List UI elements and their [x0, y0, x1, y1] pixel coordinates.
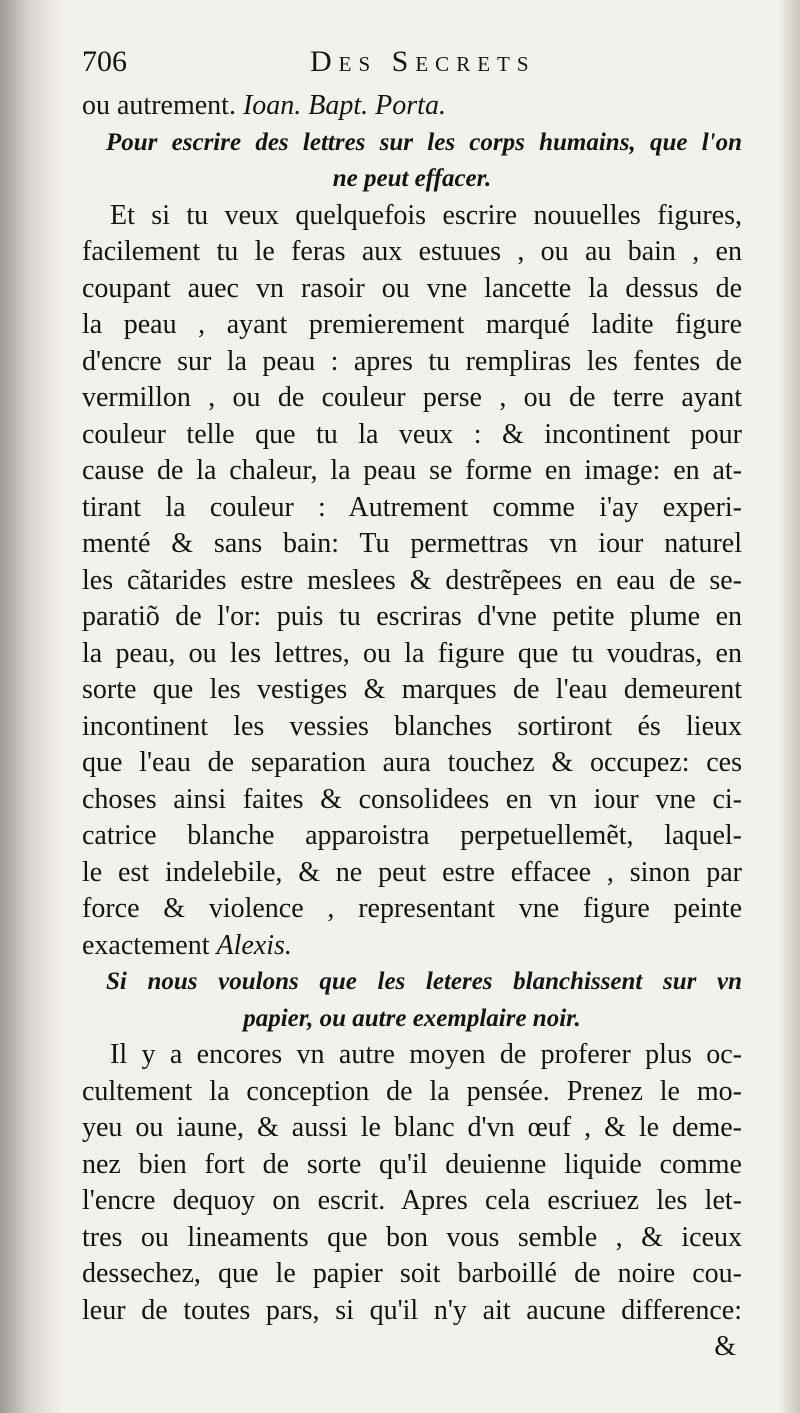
text-line: la peau, ou les lettres, ou la figure que tu voudras, en [82, 637, 742, 669]
running-title: Des Secrets [310, 45, 536, 78]
text-line: le est indelebile, & ne peut estre effacee , sinon par [82, 856, 742, 888]
text-line: choses ainsi faites & consolidees en vn iour vne ci- [82, 783, 742, 815]
text-line: dessechez, que le papier soit barboillé de noire cou- [82, 1258, 742, 1289]
text-line: paratiõ de l'or: puis tu escriras d'vne petite plume en [82, 601, 742, 632]
page-number: 706 [82, 45, 127, 78]
section-heading-line: papier, ou autre exemplaire noir. [243, 1004, 581, 1032]
section-heading-line: Si nous voulons que les leteres blanchissent sur vn [106, 968, 742, 995]
text-line: d'encre sur la peau : apres tu rempliras les fentes de [82, 345, 742, 377]
text-line: les cãtarides estre meslees & destrẽpees en eau de se- [82, 564, 742, 596]
text-line: Il y a encores vn autre moyen de proferer plus oc- [110, 1039, 742, 1070]
running-head [82, 36, 742, 88]
text-line: couleur telle que tu la veux : & incontinent pour [82, 418, 742, 450]
text-line: tirant la couleur : Autrement comme i'ay experi- [82, 491, 742, 523]
text-line: facilement tu le feras aux estuues , ou au bain , en [82, 236, 742, 267]
attribution: Alexis. [216, 929, 292, 961]
text-line: nez bien fort de sorte qu'il deuienne liquide comme [82, 1148, 742, 1180]
section-heading-line: ne peut effacer. [332, 165, 492, 192]
text-line: ou autrement. Ioan. Bapt. Porta. [82, 90, 446, 121]
page-gutter-shadow [0, 0, 64, 1413]
page-lines [82, 88, 742, 1329]
attribution: Ioan. Bapt. Porta. [242, 90, 446, 121]
text-line: catrice blanche apparoistra perpetuellemẽt, laquel- [82, 820, 742, 851]
text-line: exactement Alexis. [82, 929, 292, 961]
text-line: la peau , ayant premierement marqué ladite figure [82, 309, 742, 340]
text-line: que l'eau de separation aura touchez & occupez: ces [82, 747, 742, 778]
text-line: coupant auec vn rasoir ou vne lancette la dessus de [82, 272, 742, 304]
text-line: incontinent les vessies blanches sortiront és lieux [82, 710, 742, 742]
section-heading-line: Pour escrire des lettres sur les corps humains, que l'on [106, 128, 742, 156]
text-line: force & violence , representant vne figure peinte [82, 893, 742, 924]
text-line: leur de toutes pars, si qu'il n'y ait aucune difference: [82, 1294, 742, 1326]
text-block [82, 36, 742, 1366]
text-line: Et si tu veux quelquefois escrire nouuelles figures, [110, 199, 742, 231]
text-line: vermillon , ou de couleur perse , ou de terre ayant [82, 382, 742, 413]
text-line: cause de la chaleur, la peau se forme en image: en at- [82, 455, 742, 486]
text-line: yeu ou iaune, & aussi le blanc d'vn œuf , & le deme- [82, 1112, 742, 1143]
catchword: & [714, 1331, 736, 1362]
text-line: sorte que les vestiges & marques de l'eau demeurent [82, 674, 742, 705]
text-line: cultement la conception de la pensée. Prenez le mo- [82, 1075, 742, 1107]
text-line: tres ou lineaments que bon vous semble , & iceux [82, 1221, 742, 1253]
page-edge-shadow [778, 0, 800, 1413]
text-line: l'encre dequoy on escrit. Apres cela escriuez les let- [82, 1185, 742, 1216]
text-line: menté & sans bain: Tu permettras vn iour naturel [82, 528, 742, 559]
